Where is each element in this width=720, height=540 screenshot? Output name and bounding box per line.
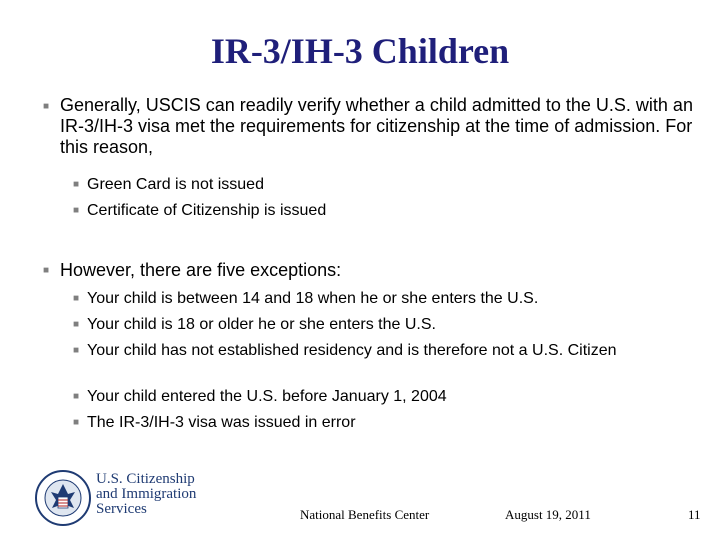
list-item: Certificate of Citizenship is issued [87, 202, 327, 219]
agency-line: U.S. Citizenship [96, 471, 195, 487]
list-item: Your child is 18 or older he or she enters the U.S. [87, 316, 436, 333]
footer-center-name: National Benefits Center [300, 507, 430, 522]
list-item: Your child has not established residency and is therefore not a U.S. Citizen [87, 342, 617, 359]
slide-title: IR-3/IH-3 Children [210, 31, 510, 71]
uscis-logo [35, 470, 235, 530]
list-item: The IR-3/IH-3 visa was issued in error [87, 414, 356, 431]
square-bullet-icon: ■ [73, 319, 80, 330]
footer-date: August 19, 2011 [505, 507, 591, 522]
list-item: Green Card is not issued [87, 176, 264, 193]
square-bullet-icon: ■ [73, 179, 80, 190]
square-bullet-icon: ■ [73, 293, 80, 304]
agency-line: Services [96, 501, 147, 517]
square-bullet-icon: ■ [73, 345, 80, 356]
agency-line: and Immigration [96, 486, 197, 502]
page-number: 11 [688, 507, 701, 522]
agency-name [96, 472, 196, 517]
square-bullet-icon: ■ [73, 391, 80, 402]
intro-paragraph: Generally, USCIS can readily verify whether a child admitted to the U.S. with an IR-3/IH-3 visa met the requirements for citizenship at the time of admission. For this reason, [60, 95, 693, 157]
dhs-seal-icon [35, 470, 91, 526]
exceptions-heading: However, there are five exceptions: [60, 260, 342, 280]
square-bullet-icon: ■ [43, 101, 50, 112]
square-bullet-icon: ■ [73, 417, 80, 428]
list-item: Your child entered the U.S. before January 1, 2004 [87, 388, 447, 405]
list-item: Your child is between 14 and 18 when he or she enters the U.S. [87, 290, 539, 307]
square-bullet-icon: ■ [73, 205, 80, 216]
square-bullet-icon: ■ [43, 265, 50, 276]
